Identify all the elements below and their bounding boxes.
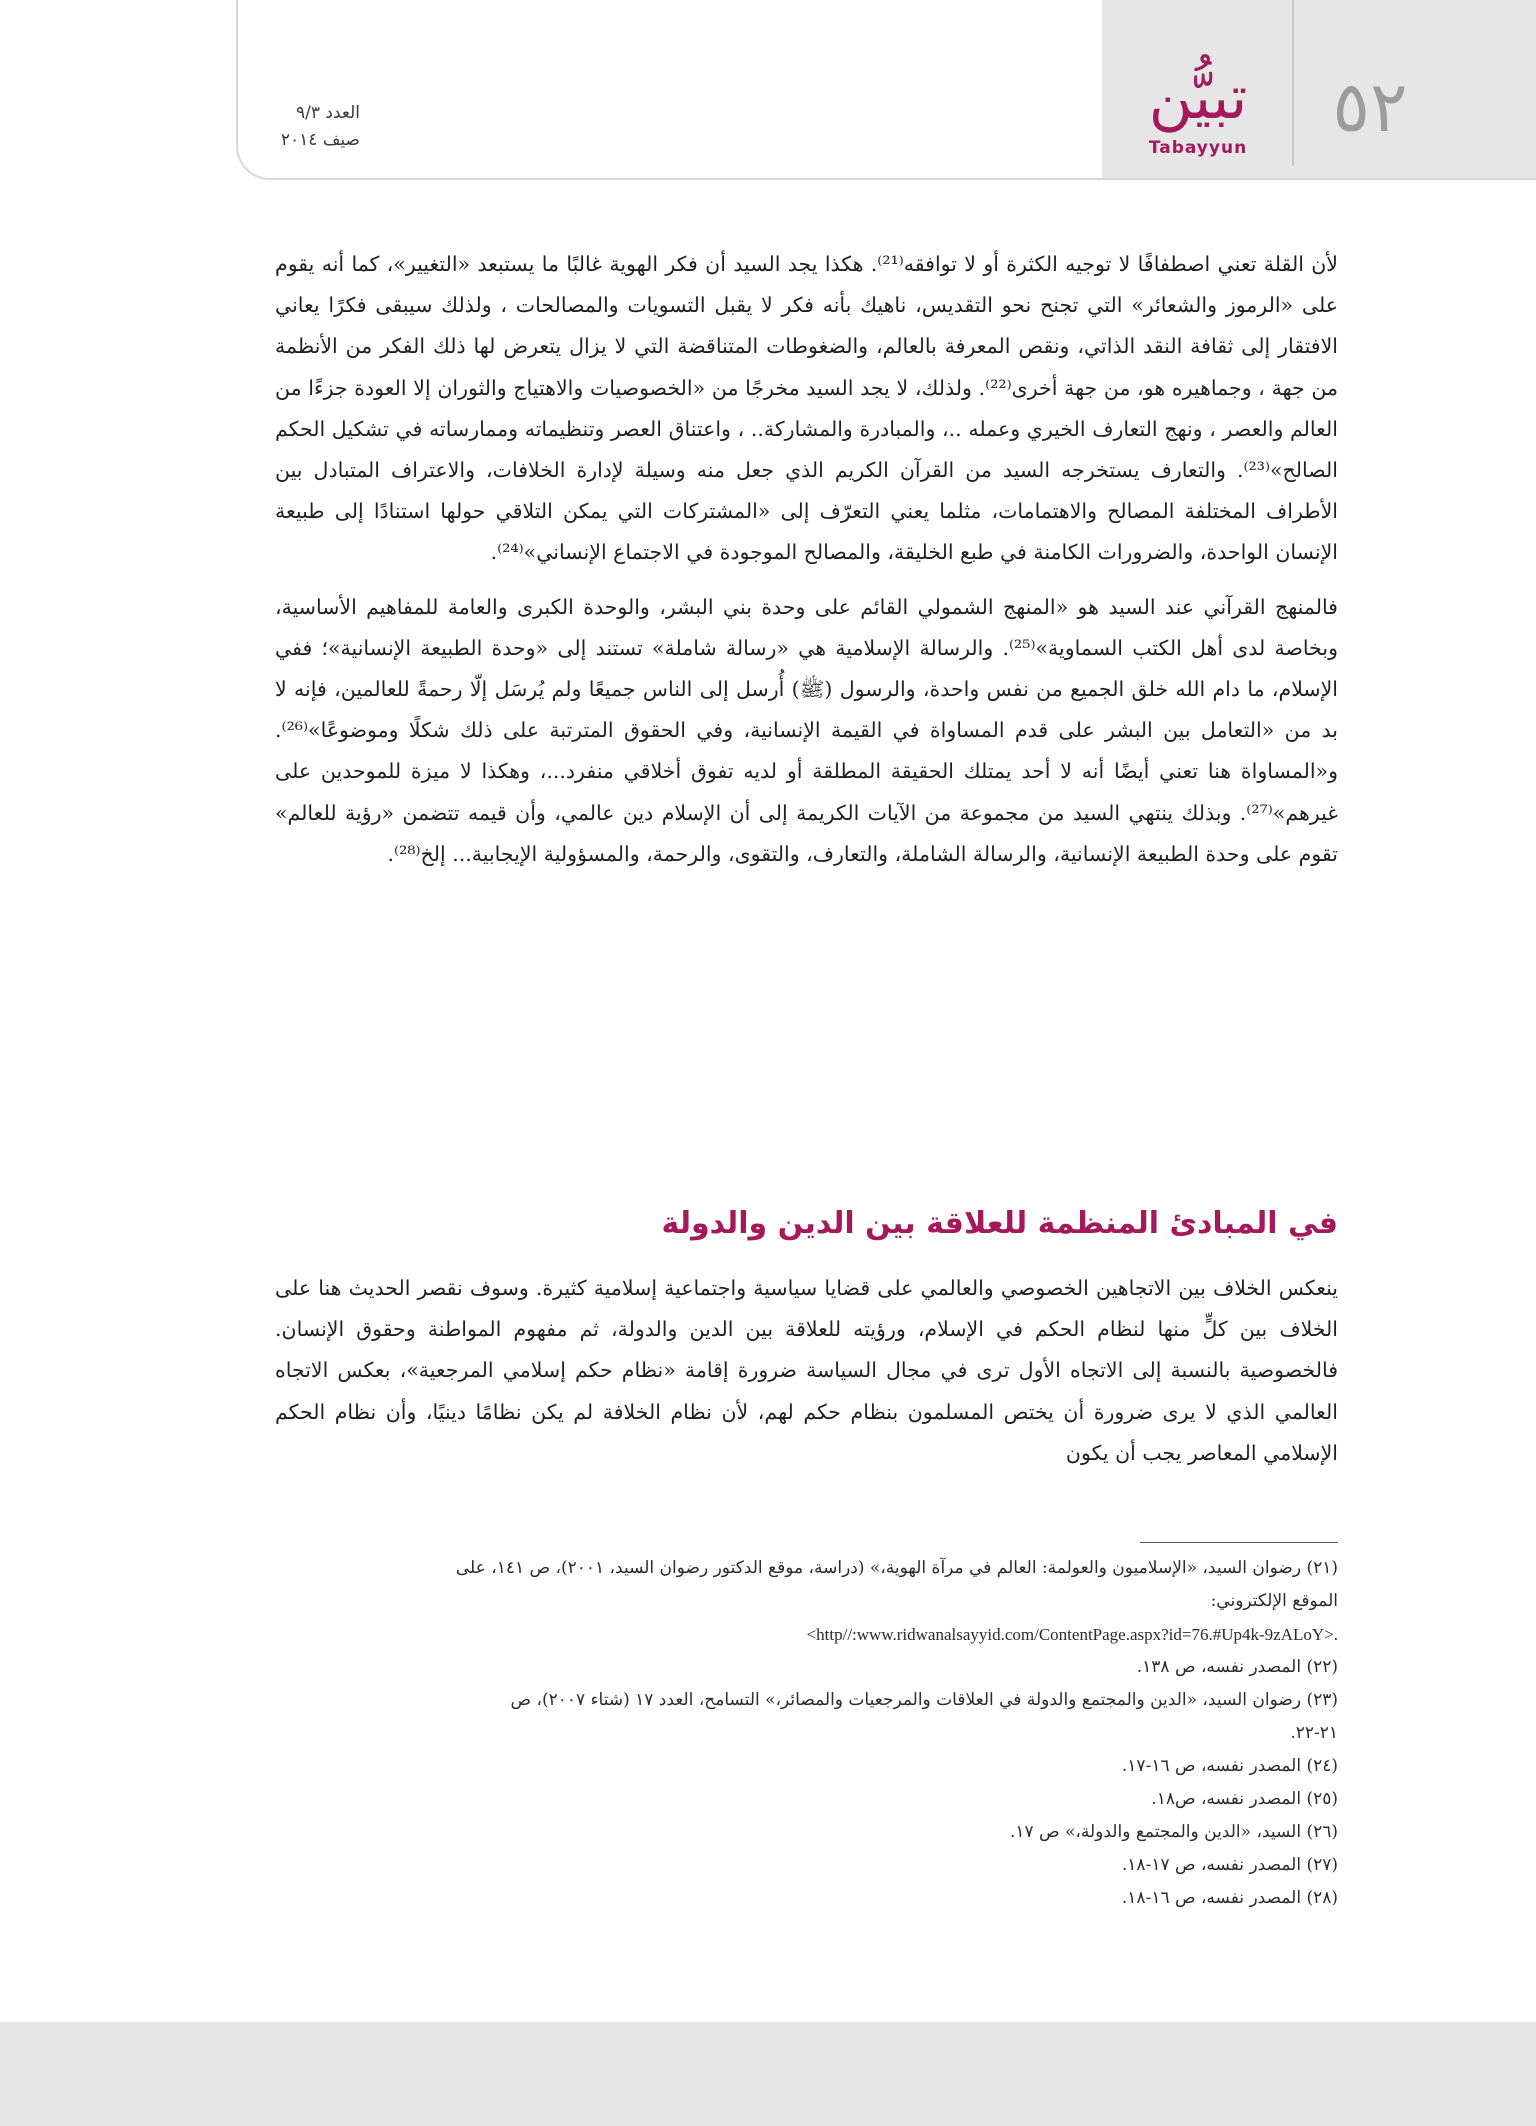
footnote-21-continued: الموقع الإلكتروني: xyxy=(1210,1591,1338,1611)
issue-season: صيف ٢٠١٤ xyxy=(280,130,360,150)
paragraph: ينعكس الخلاف بين الاتجاهين الخصوصي والعالمي على قضايا سياسية واجتماعية إسلامية كثيرة. وسوف نقصر الحديث هنا على الخلاف بين كلٍّ منها لنظام الحكم في الإسلام، ورؤيته للعلاقة بين الدين والدولة، ثم مفهوم المواطنة وحقوق الإنسان. فالخصوصية بالنسبة إلى الاتجاه الأول ترى في مجال السياسة ضرورة إقامة «نظام حكم إسلامي المرجعية»، بعكس الاتجاه العالمي الذي لا يرى ضرورة أن يختص المسلمون بنظام حكم لهم، لأن نظام الخلافة لم يكن نظامًا دينيًا، وأن نظام الحكم الإسلامي المعاصر يجب أن يكون xyxy=(275,1276,1338,1465)
paragraph: فالمنهج القرآني عند السيد هو «المنهج الشمولي القائم على وحدة بني البشر، والوحدة الكبرى والعامة للمفاهيم الأساسية، وبخاصة لدى أهل الكتب السماوية»⁽²⁵⁾. والرسالة الإسلامية هي «رسالة شاملة» تستند إلى «وحدة الطبيعة الإنسانية»؛ ففي الإسلام، ما دام الله خلق الجميع من نفس واحدة، والرسول (ﷺ) أُرسل إلى الناس جميعًا ولم يُرسَل إلّا رحمةً للعالمين، فإنه لا بد من «التعامل بين البشر على قدم المساواة في القيمة الإنسانية، وفي الحقوق المترتبة على ذلك شكلًا وموضوعًا»⁽²⁶⁾. و«المساواة هنا تعني أيضًا أنه لا أحد يمتلك الحقيقة المطلقة أو لديه تفوق أخلاقي منفرد...، وهكذا لا ميزة للموحدين على غيرهم»⁽²⁷⁾. وبذلك ينتهي السيد من مجموعة من الآيات الكريمة إلى أن الإسلام دين عالمي، وأن قيمه تتضمن «رؤية للعالم» تقوم على وحدة الطبيعة الإنسانية، والرسالة الشاملة، والتعارف، والتقوى، والرحمة، والمسؤولية الإيجابية... إلخ⁽²⁸⁾. xyxy=(275,594,1338,866)
logo-arabic-text: تبيُّن xyxy=(1148,63,1248,133)
footnote-23-continued: ٢١-٢٢. xyxy=(1290,1723,1338,1743)
footnote-26: (٢٦) السيد، «الدين والمجتمع والدولة،» ص ١٧. xyxy=(1009,1822,1338,1842)
logo-latin-text: Tabayyun xyxy=(1148,138,1248,158)
section-heading: في المبادئ المنظمة للعلاقة بين الدين والدولة xyxy=(661,1206,1338,1241)
footnote-separator xyxy=(1140,1542,1338,1543)
header-divider xyxy=(1292,0,1294,166)
page-number: ٥٢ xyxy=(1332,66,1408,148)
footnote-21-url[interactable]: <http//:www.ridwanalsayyid.com/ContentPage.aspx?id=76.#Up4k-9zALoY>. xyxy=(806,1625,1338,1644)
page-footer-band xyxy=(0,2022,1536,2126)
article-body xyxy=(275,244,1338,888)
footnote-22: (٢٢) المصدر نفسه، ص ١٣٨. xyxy=(1136,1657,1338,1677)
footnote-25: (٢٥) المصدر نفسه، ص١٨. xyxy=(1151,1789,1338,1809)
footnote-23: (٢٣) رضوان السيد، «الدين والمجتمع والدولة في العلاقات والمرجعيات والمصائر،» التسامح، العدد ١٧ (شتاء ٢٠٠٧)، ص xyxy=(510,1690,1338,1710)
paragraph: لأن القلة تعني اصطفافًا لا توجيه الكثرة أو لا توافقه⁽²¹⁾. هكذا يجد السيد أن فكر الهوية غالبًا ما يستبعد «التغيير»، كما أنه يقوم على «الرموز والشعائر» التي تجنح نحو التقديس، ناهيك بأنه فكر لا يقبل التسويات والمصالحات ، ولذلك سيبقى فكرًا يعاني الافتقار إلى ثقافة النقد الذاتي، ونقص المعرفة بالعالم، والضغوطات المتناقضة التي لا يزال يتعرض لها ذلك الفكر من الأنظمة من جهة ، وجماهيره هو، من جهة أخرى⁽²²⁾. ولذلك، لا يجد السيد مخرجًا من «الخصوصيات والاهتياج والثوران إلا العودة جزءًا من العالم والعصر ، ونهج التعارف الخيري وعمله ..، والمبادرة والمشاركة.. ، واعتناق العصر وتنظيماته وممارساته في تشكيل الحكم الصالح»⁽²³⁾. والتعارف يستخرجه السيد من القرآن الكريم الذي جعل منه وسيلة لإدارة الخلافات، والاعتراف المتبادل بين الأطراف المختلفة المصالح والاهتمامات، مثلما يعني التعرّف إلى «المشتركات التي يمكن التلاقي حولها استنادًا إلى طبيعة الإنسان الواحدة، والضرورات الكامنة في طبع الخليقة، والمصالح الموجودة في الاجتماع الإنساني»⁽²⁴⁾. xyxy=(275,252,1338,565)
footnote-21: (٢١) رضوان السيد، «الإسلاميون والعولمة: العالم في مرآة الهوية،» (دراسة، موقع الدكتور رضوان السيد، ٢٠٠١)، ص ١٤١، على xyxy=(455,1558,1338,1578)
issue-info xyxy=(240,100,360,154)
journal-logo xyxy=(1118,58,1278,168)
issue-number: العدد ٩/٣ xyxy=(295,103,360,123)
footnote-24: (٢٤) المصدر نفسه، ص ١٦-١٧. xyxy=(1121,1756,1338,1776)
article-body-continued xyxy=(275,1268,1338,1487)
footnote-28: (٢٨) المصدر نفسه، ص ١٦-١٨. xyxy=(1121,1888,1338,1908)
footnotes xyxy=(275,1552,1338,1915)
footnote-27: (٢٧) المصدر نفسه، ص ١٧-١٨. xyxy=(1121,1855,1338,1875)
